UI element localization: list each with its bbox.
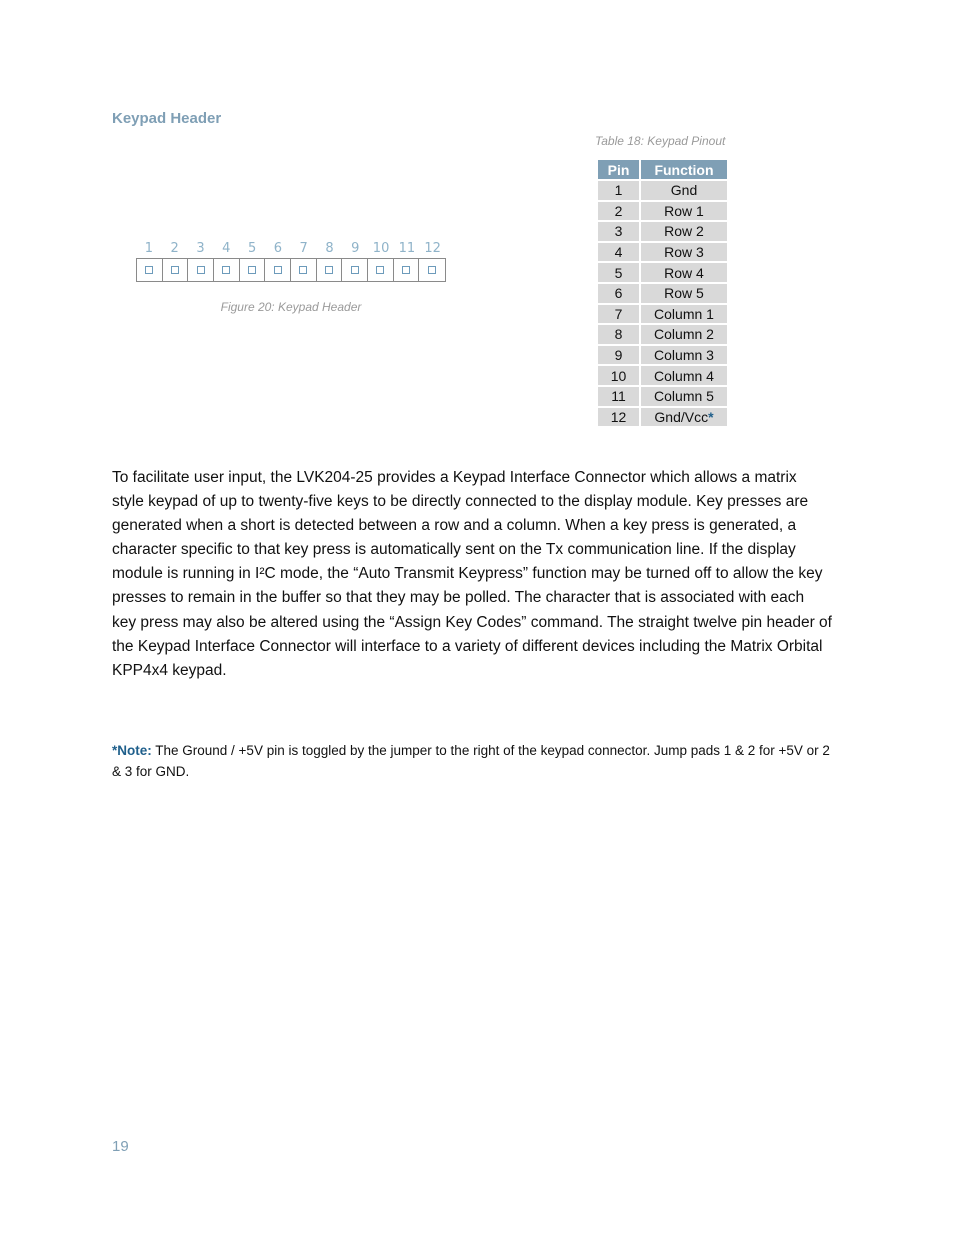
pin-cell: [163, 259, 189, 281]
pin-cell-value: 11: [598, 387, 641, 408]
function-cell-value: [641, 366, 729, 387]
function-cell-value: [641, 284, 729, 305]
table-row: [598, 346, 729, 367]
page-number: 19: [112, 1138, 129, 1155]
function-cell-value: [641, 408, 729, 429]
pin-number-label: 1: [144, 241, 154, 256]
pin-pad-icon: [299, 266, 307, 274]
table-row: [598, 243, 729, 264]
function-cell-value: [641, 387, 729, 408]
function-text: Column 2: [654, 326, 714, 343]
pin-cell-value: 2: [598, 202, 641, 223]
pin-cell: [419, 259, 445, 281]
pin-cell-value: 8: [598, 325, 641, 346]
pin-number-label: 8: [325, 241, 334, 256]
note-label: *Note:: [112, 743, 152, 758]
pin-pad-icon: [171, 266, 179, 274]
pin-number-label: 3: [196, 241, 205, 256]
table-row: [598, 305, 729, 326]
pin-number-label: 6: [273, 241, 283, 256]
table-row: [598, 366, 729, 387]
note-paragraph: [112, 740, 832, 782]
pin-pad-icon: [351, 266, 359, 274]
pin-pad-icon: [197, 266, 205, 274]
table-row: [598, 222, 729, 243]
pin-pad-icon: [402, 266, 410, 274]
pin-pad-icon: [145, 266, 153, 274]
pin-pad-icon: [325, 266, 333, 274]
pin-cell-value: 6: [598, 284, 641, 305]
pin-cell: [342, 259, 368, 281]
pin-cell: [214, 259, 240, 281]
pin-cell-value: 12: [598, 408, 641, 429]
pin-cell-value: 5: [598, 263, 641, 284]
function-text: Row 5: [664, 285, 704, 302]
pin-number-label: 10: [372, 241, 390, 256]
body-paragraph: To facilitate user input, the LVK204-25 provides a Keypad Interface Connector which allows a matrix style keypad of up to twenty-five keys to be directly connected to the display module. Key presses are generated when a short is detected between a row and a column. When a key press is generated, a character specific to that key press is automatically sent on the Tx communication line. If the display module is running in I²C mode, the “Auto Transmit Keypress” function may be turned off to allow the key presses to remain in the buffer so that they may be polled. The character that is associated with each key press may also be altered using the “Assign Key Codes” command. The straight twelve pin header of the Keypad Interface Connector will interface to a variety of different devices including the Matrix Orbital KPP4x4 keypad.: [112, 469, 832, 679]
pin-cell: [317, 259, 343, 281]
table-row: [598, 202, 729, 223]
table-row: [598, 408, 729, 429]
pin-number-label: 12: [424, 241, 441, 256]
pin-cell-value: 7: [598, 305, 641, 326]
pin-pad-icon: [376, 266, 384, 274]
pin-pad-icon: [428, 266, 436, 274]
function-cell-value: [641, 325, 729, 346]
pin-number-label: 2: [170, 241, 179, 256]
table-header-pin: Pin: [598, 160, 641, 181]
table-row: [598, 263, 729, 284]
figure-caption: Figure 20: Keypad Header: [220, 300, 362, 314]
pin-cell-value: 9: [598, 346, 641, 367]
function-cell-value: [641, 346, 729, 367]
pin-cell: [368, 259, 394, 281]
pin-cell-value: 1: [598, 181, 641, 202]
function-cell-value: [641, 243, 729, 264]
function-text: Column 1: [654, 305, 714, 322]
pin-number-label: 5: [247, 241, 257, 256]
table-caption: Table 18: Keypad Pinout: [595, 134, 726, 148]
function-text: Gnd: [670, 182, 698, 199]
section-heading: Keypad Header: [112, 110, 222, 127]
function-cell-value: [641, 181, 729, 202]
pin-cell: [265, 259, 291, 281]
function-text: Row 1: [664, 202, 704, 219]
table-row: [598, 181, 729, 202]
pin-cell: [137, 259, 163, 281]
pin-number-labels: [136, 240, 446, 258]
table-row: [598, 325, 729, 346]
function-text: Row 4: [664, 264, 704, 281]
pin-number-label: 9: [351, 241, 360, 256]
function-text: Column 5: [654, 388, 714, 405]
pin-cell: [240, 259, 266, 281]
function-cell-value: [641, 222, 729, 243]
function-cell-value: [641, 202, 729, 223]
table-header-row: [598, 160, 729, 181]
function-cell-value: [641, 263, 729, 284]
pin-number-label: 4: [222, 241, 231, 256]
function-cell-value: [641, 305, 729, 326]
pin-header-strip: [136, 258, 446, 282]
pin-number-label: 7: [299, 241, 308, 256]
pin-pad-icon: [222, 266, 230, 274]
pin-pad-icon: [248, 266, 256, 274]
pin-cell-value: 10: [598, 366, 641, 387]
keypad-header-figure: [136, 240, 446, 282]
pin-cell-value: 3: [598, 222, 641, 243]
table-row: [598, 387, 729, 408]
function-text: Column 4: [654, 367, 714, 384]
note-text: The Ground / +5V pin is toggled by the jumper to the right of the keypad connector. Jump pads 1 & 2 for +5V or 2 & 3 for GND.: [112, 743, 830, 779]
pin-pad-icon: [274, 266, 282, 274]
table-row: [598, 284, 729, 305]
function-text: Row 2: [664, 223, 704, 240]
pin-cell: [188, 259, 214, 281]
function-text: Row 3: [664, 244, 704, 261]
table-body: [598, 181, 729, 428]
function-text: Gnd/Vcc: [654, 408, 709, 425]
keypad-pinout-table: [598, 160, 729, 428]
pin-cell-value: 4: [598, 243, 641, 264]
note-marker: *: [708, 408, 714, 425]
function-text: Column 3: [654, 347, 714, 364]
pin-cell: [394, 259, 420, 281]
pin-number-label: 11: [398, 241, 416, 256]
pin-cell: [291, 259, 317, 281]
table-header-function: Function: [641, 160, 729, 181]
